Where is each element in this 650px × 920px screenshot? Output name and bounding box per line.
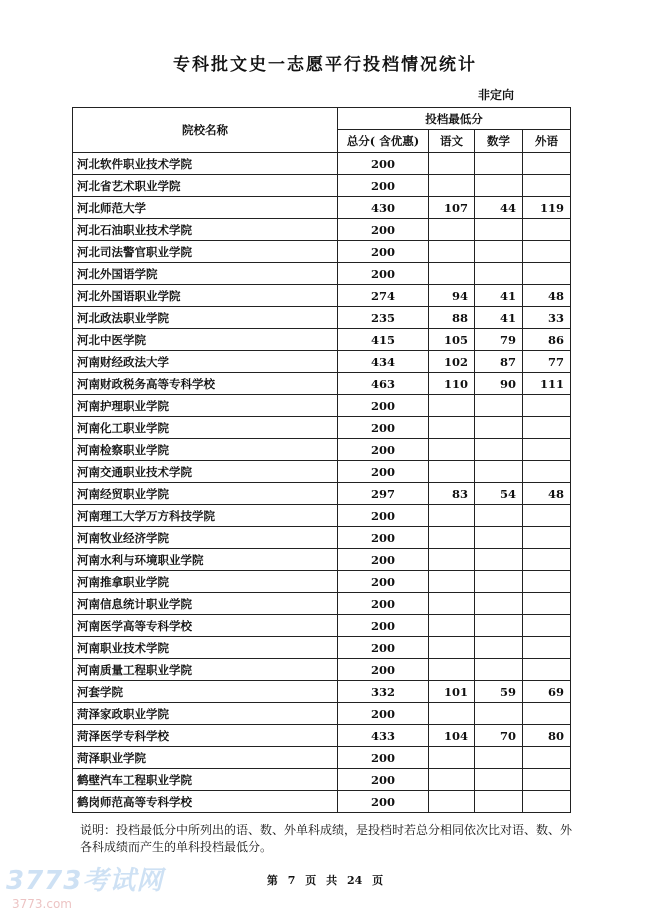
table-row	[73, 197, 571, 219]
chinese-score-cell	[429, 153, 475, 175]
foreign-score-cell: 77	[523, 351, 571, 373]
math-score-cell	[475, 747, 523, 769]
school-name-cell: 河南化工职业学院	[73, 417, 338, 439]
header-foreign-language: 外语	[523, 130, 571, 153]
math-score-cell	[475, 527, 523, 549]
table-row	[73, 153, 571, 175]
total-score-cell: 235	[338, 307, 429, 329]
foreign-score-cell	[523, 549, 571, 571]
school-name-cell: 河北外国语学院	[73, 263, 338, 285]
math-score-cell: 87	[475, 351, 523, 373]
foreign-score-cell	[523, 175, 571, 197]
table-row	[73, 527, 571, 549]
foreign-score-cell	[523, 571, 571, 593]
chinese-score-cell	[429, 549, 475, 571]
table-row	[73, 395, 571, 417]
school-name-cell: 河南推拿职业学院	[73, 571, 338, 593]
school-name-cell: 河北师范大学	[73, 197, 338, 219]
school-name-cell: 河北软件职业技术学院	[73, 153, 338, 175]
chinese-score-cell	[429, 219, 475, 241]
header-school-name: 院校名称	[73, 108, 338, 153]
foreign-score-cell: 111	[523, 373, 571, 395]
school-name-cell: 河南牧业经济学院	[73, 527, 338, 549]
total-score-cell: 200	[338, 219, 429, 241]
table-row	[73, 175, 571, 197]
total-score-cell: 332	[338, 681, 429, 703]
foreign-score-cell: 80	[523, 725, 571, 747]
table-row	[73, 725, 571, 747]
math-score-cell	[475, 505, 523, 527]
chinese-score-cell	[429, 791, 475, 813]
table-row	[73, 461, 571, 483]
math-score-cell: 54	[475, 483, 523, 505]
school-name-cell: 河套学院	[73, 681, 338, 703]
chinese-score-cell: 94	[429, 285, 475, 307]
explanation-note: 说明：投档最低分中所列出的语、数、外单科成绩，是投档时若总分相同依次比对语、数、外各科成绩而产生的单科投档最低分。	[80, 823, 573, 854]
score-table	[72, 107, 571, 813]
math-score-cell: 79	[475, 329, 523, 351]
chinese-score-cell: 101	[429, 681, 475, 703]
foreign-score-cell: 119	[523, 197, 571, 219]
foreign-score-cell	[523, 439, 571, 461]
table-row	[73, 439, 571, 461]
header-math: 数学	[475, 130, 523, 153]
foreign-score-cell	[523, 263, 571, 285]
school-name-cell: 河北中医学院	[73, 329, 338, 351]
foreign-score-cell	[523, 241, 571, 263]
total-score-cell: 200	[338, 505, 429, 527]
table-row	[73, 351, 571, 373]
foreign-score-cell	[523, 153, 571, 175]
foreign-score-cell: 48	[523, 285, 571, 307]
chinese-score-cell	[429, 769, 475, 791]
foreign-score-cell	[523, 747, 571, 769]
school-name-cell: 河南理工大学万方科技学院	[73, 505, 338, 527]
foreign-score-cell: 33	[523, 307, 571, 329]
math-score-cell	[475, 395, 523, 417]
foreign-score-cell	[523, 791, 571, 813]
school-name-cell: 河南检察职业学院	[73, 439, 338, 461]
math-score-cell	[475, 615, 523, 637]
chinese-score-cell	[429, 505, 475, 527]
school-name-cell: 鹤岗师范高等专科学校	[73, 791, 338, 813]
watermark-text: 3773考试网	[6, 866, 164, 896]
total-score-cell: 430	[338, 197, 429, 219]
page-label-pre: 第	[266, 874, 278, 887]
table-row	[73, 593, 571, 615]
table-row	[73, 373, 571, 395]
total-score-cell: 200	[338, 395, 429, 417]
chinese-score-cell	[429, 747, 475, 769]
chinese-score-cell	[429, 461, 475, 483]
total-score-cell: 200	[338, 593, 429, 615]
chinese-score-cell	[429, 659, 475, 681]
math-score-cell	[475, 549, 523, 571]
chinese-score-cell	[429, 395, 475, 417]
math-score-cell: 41	[475, 285, 523, 307]
foreign-score-cell	[523, 505, 571, 527]
chinese-score-cell: 83	[429, 483, 475, 505]
chinese-score-cell	[429, 703, 475, 725]
table-row	[73, 263, 571, 285]
total-score-cell: 463	[338, 373, 429, 395]
math-score-cell: 41	[475, 307, 523, 329]
chinese-score-cell: 110	[429, 373, 475, 395]
total-score-cell: 433	[338, 725, 429, 747]
table-row	[73, 571, 571, 593]
table-row	[73, 791, 571, 813]
chinese-score-cell	[429, 263, 475, 285]
total-score-cell: 200	[338, 241, 429, 263]
total-score-cell: 200	[338, 175, 429, 197]
foreign-score-cell	[523, 395, 571, 417]
table-row	[73, 483, 571, 505]
math-score-cell: 90	[475, 373, 523, 395]
table-row	[73, 505, 571, 527]
math-score-cell	[475, 571, 523, 593]
total-score-cell: 200	[338, 637, 429, 659]
school-name-cell: 河南医学高等专科学校	[73, 615, 338, 637]
chinese-score-cell: 107	[429, 197, 475, 219]
page-total: 24	[346, 874, 363, 887]
total-score-cell: 274	[338, 285, 429, 307]
total-score-cell: 200	[338, 571, 429, 593]
school-name-cell: 河南经贸职业学院	[73, 483, 338, 505]
chinese-score-cell: 88	[429, 307, 475, 329]
table-body	[73, 153, 571, 813]
foreign-score-cell	[523, 703, 571, 725]
school-name-cell: 菏泽职业学院	[73, 747, 338, 769]
foreign-score-cell	[523, 637, 571, 659]
page-label-mid: 页 共	[305, 874, 338, 887]
page-label-post: 页	[372, 874, 384, 887]
math-score-cell: 44	[475, 197, 523, 219]
total-score-cell: 200	[338, 769, 429, 791]
chinese-score-cell	[429, 615, 475, 637]
math-score-cell	[475, 461, 523, 483]
math-score-cell: 70	[475, 725, 523, 747]
chinese-score-cell	[429, 527, 475, 549]
total-score-cell: 200	[338, 461, 429, 483]
school-name-cell: 河北外国语职业学院	[73, 285, 338, 307]
table-row	[73, 747, 571, 769]
math-score-cell: 59	[475, 681, 523, 703]
chinese-score-cell: 102	[429, 351, 475, 373]
school-name-cell: 河北政法职业学院	[73, 307, 338, 329]
foreign-score-cell	[523, 417, 571, 439]
chinese-score-cell: 105	[429, 329, 475, 351]
chinese-score-cell	[429, 417, 475, 439]
chinese-score-cell	[429, 439, 475, 461]
school-name-cell: 河南职业技术学院	[73, 637, 338, 659]
total-score-cell: 200	[338, 417, 429, 439]
school-name-cell: 菏泽家政职业学院	[73, 703, 338, 725]
total-score-cell: 200	[338, 439, 429, 461]
math-score-cell	[475, 769, 523, 791]
school-name-cell: 鹤壁汽车工程职业学院	[73, 769, 338, 791]
table-row	[73, 307, 571, 329]
total-score-cell: 200	[338, 659, 429, 681]
total-score-cell: 297	[338, 483, 429, 505]
school-name-cell: 河南交通职业技术学院	[73, 461, 338, 483]
foreign-score-cell	[523, 615, 571, 637]
school-name-cell: 河南财经政法大学	[73, 351, 338, 373]
school-name-cell: 河南财政税务高等专科学校	[73, 373, 338, 395]
school-name-cell: 河北石油职业技术学院	[73, 219, 338, 241]
foreign-score-cell	[523, 659, 571, 681]
table-row	[73, 329, 571, 351]
total-score-cell: 200	[338, 263, 429, 285]
table-row	[73, 769, 571, 791]
table-row	[73, 241, 571, 263]
math-score-cell	[475, 219, 523, 241]
table-row	[73, 637, 571, 659]
header-total-score: 总分( 含优惠)	[338, 130, 429, 153]
school-name-cell: 河南护理职业学院	[73, 395, 338, 417]
total-score-cell: 200	[338, 703, 429, 725]
math-score-cell	[475, 703, 523, 725]
school-name-cell: 河北司法警官职业学院	[73, 241, 338, 263]
math-score-cell	[475, 791, 523, 813]
foreign-score-cell: 69	[523, 681, 571, 703]
table-row	[73, 285, 571, 307]
foreign-score-cell: 48	[523, 483, 571, 505]
chinese-score-cell: 104	[429, 725, 475, 747]
chinese-score-cell	[429, 571, 475, 593]
foreign-score-cell	[523, 527, 571, 549]
watermark-url: 3773.com	[12, 897, 72, 911]
school-name-cell: 河南信息统计职业学院	[73, 593, 338, 615]
total-score-cell: 200	[338, 615, 429, 637]
table-row	[73, 681, 571, 703]
school-name-cell: 菏泽医学专科学校	[73, 725, 338, 747]
enrollment-type-label: 非定向	[478, 88, 515, 102]
foreign-score-cell	[523, 461, 571, 483]
header-chinese: 语文	[429, 130, 475, 153]
header-min-score-group: 投档最低分	[338, 108, 571, 130]
math-score-cell	[475, 175, 523, 197]
document-title: 专科批文史一志愿平行投档情况统计	[173, 55, 477, 75]
table-row	[73, 615, 571, 637]
chinese-score-cell	[429, 241, 475, 263]
math-score-cell	[475, 659, 523, 681]
total-score-cell: 200	[338, 527, 429, 549]
total-score-cell: 200	[338, 153, 429, 175]
foreign-score-cell	[523, 219, 571, 241]
math-score-cell	[475, 637, 523, 659]
math-score-cell	[475, 241, 523, 263]
table-row	[73, 703, 571, 725]
total-score-cell: 200	[338, 747, 429, 769]
total-score-cell: 434	[338, 351, 429, 373]
school-name-cell: 河南水利与环境职业学院	[73, 549, 338, 571]
table-row	[73, 549, 571, 571]
foreign-score-cell	[523, 769, 571, 791]
table-row	[73, 417, 571, 439]
chinese-score-cell	[429, 593, 475, 615]
math-score-cell	[475, 153, 523, 175]
school-name-cell: 河北省艺术职业学院	[73, 175, 338, 197]
math-score-cell	[475, 439, 523, 461]
foreign-score-cell	[523, 593, 571, 615]
total-score-cell: 200	[338, 791, 429, 813]
table-row	[73, 219, 571, 241]
page-current: 7	[287, 874, 296, 887]
watermark-logo	[6, 860, 176, 916]
math-score-cell	[475, 593, 523, 615]
school-name-cell: 河南质量工程职业学院	[73, 659, 338, 681]
chinese-score-cell	[429, 637, 475, 659]
total-score-cell: 200	[338, 549, 429, 571]
math-score-cell	[475, 417, 523, 439]
math-score-cell	[475, 263, 523, 285]
total-score-cell: 415	[338, 329, 429, 351]
chinese-score-cell	[429, 175, 475, 197]
table-row	[73, 659, 571, 681]
foreign-score-cell: 86	[523, 329, 571, 351]
